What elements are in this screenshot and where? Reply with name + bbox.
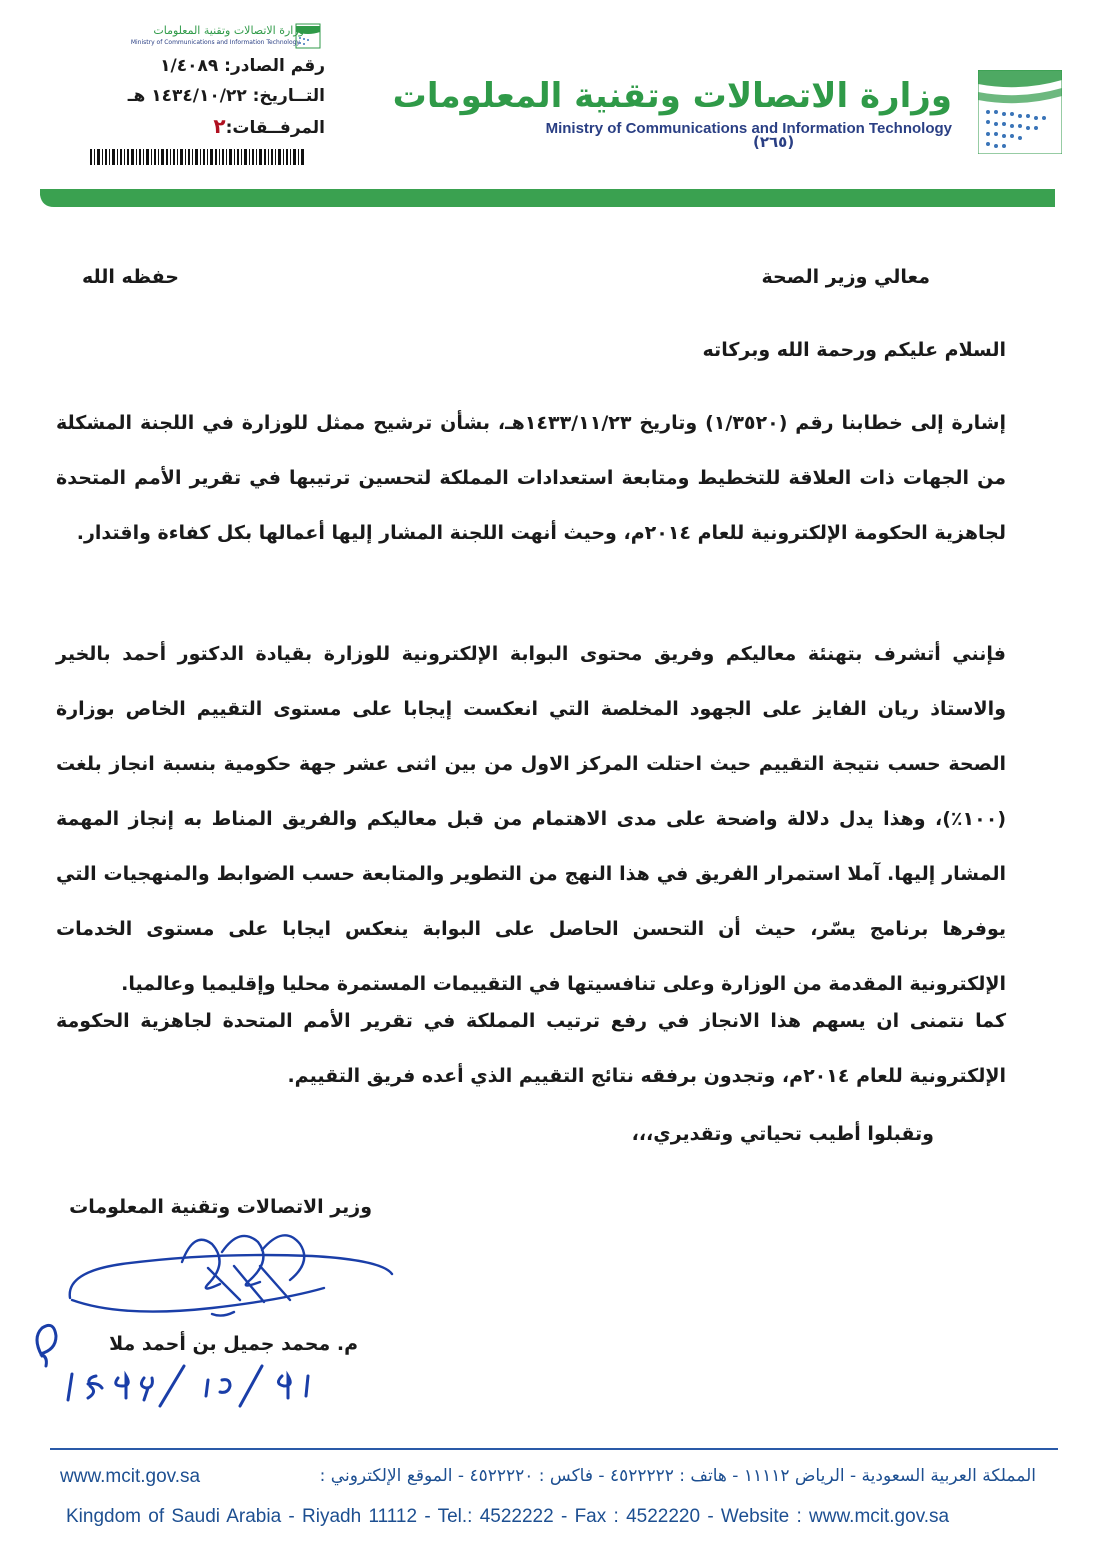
closing-line: وتقبلوا أطيب تحياتي وتقديري،،،: [631, 1123, 934, 1145]
greeting: السلام عليكم ورحمة الله وبركاته: [702, 339, 1006, 361]
signer-title: وزير الاتصالات وتقنية المعلومات: [69, 1196, 372, 1218]
ministry-name-english: Ministry of Communications and Information Technology: [545, 120, 952, 137]
header-divider-bar: [40, 189, 1055, 207]
handwritten-date-mark: [26, 1316, 326, 1412]
paragraph-congratulations: فإنني أتشرف بتهنئة معاليكم وفريق محتوى البوابة الإلكترونية للوزارة بقيادة الدكتور أحمد بالخير والاستاذ ريان الفايز على الجهود المخلصة التي انعكست إيجابا على مستوى التقييم الخاص بوزارة الصحة حسب نتيجة التقييم حيث احتلت المركز الاول من بين اثنى عشر جهة حكومية بنسبة انجاز بلغت (١٠٠٪)، وهذا يدل دلالة واضحة على مدى الاهتمام من قبل معاليكم والفريق المناط به إنجاز المهمة المشار إليها. آملا استمرار الفريق في هذا النهج من التطوير والمتابعة حسب الضوابط والمنهجيات التي يوفرها برنامج يسّر، حيث أن التحسن الحاصل على البوابة ينعكس ايجابا على مستوى الخدمات الإلكترونية المقدمة من الوزارة وعلى تنافسيتها في التقييمات المستمرة محليا وإقليميا وعالميا.: [56, 643, 1006, 995]
small-logo-english: Ministry of Communications and Information Technology: [130, 39, 300, 46]
footer-divider: [50, 1448, 1058, 1450]
letter-date: التــاريخ: ١٤٣٤/١٠/٢٢ هـ: [127, 86, 325, 106]
footer-website[interactable]: www.mcit.gov.sa: [60, 1466, 201, 1487]
small-logo-arabic: وزارة الاتصالات وتقنية المعلومات: [153, 24, 304, 37]
letter-code: (٢٦٥): [753, 133, 795, 151]
paragraph-hope: كما نتمنى ان يسهم هذا الانجاز في رفع ترتيب المملكة في تقرير الأمم المتحدة لجاهزية الحكومة الإلكترونية للعام ٢٠١٤م، وتجدون برفقه نتائج التقييم الذي أعده فريق التقييم.: [56, 1010, 1006, 1087]
attachments-field: [213, 114, 325, 138]
footer-address-arabic: المملكة العربية السعودية - الرياض ١١١١٢ - هاتف : ٤٥٢٢٢٢٢ - فاكس : ٤٥٢٢٢٢٠ - الموقع الإلكتروني :: [319, 1466, 1036, 1486]
footer-address-english: Kingdom of Saudi Arabia - Riyadh 11112 - Tel.: 4522222 - Fax : 4522220 - Website : www.mcit.gov.sa: [66, 1506, 950, 1527]
attachments-label: المرفــقات:: [225, 118, 325, 138]
ministry-logo-icon: [978, 70, 1062, 154]
barcode-icon: [90, 149, 304, 165]
recipient-line: معالي وزير الصحة: [761, 266, 930, 288]
outgoing-number: رقم الصادر: ١/٤٠٨٩: [160, 56, 325, 76]
ministry-name-arabic: وزارة الاتصالات وتقنية المعلومات: [392, 76, 952, 116]
footer-arabic-line: [60, 1466, 1050, 1488]
paragraph-reference: إشارة إلى خطابنا رقم (١/٣٥٢٠) وتاريخ ١٤٣٣/١١/٢٣هـ، بشأن ترشيح ممثل للوزارة في اللجنة المشكلة من الجهات ذات العلاقة للتخطيط ومتابعة استعدادات المملكة لتحسين ترتيبها في تقرير الأمم المتحدة لجاهزية الحكومة الإلكترونية للعام ٢٠١٤م، وحيث أنهت اللجنة المشار إليها أعمالها بكل كفاءة واقتدار.: [56, 412, 1006, 544]
attachments-count: ٢: [213, 114, 226, 138]
handwritten-signature: [62, 1222, 402, 1322]
honorific: حفظه الله: [82, 266, 179, 288]
signer-name: م. محمد جميل بن أحمد ملا: [109, 1333, 358, 1355]
